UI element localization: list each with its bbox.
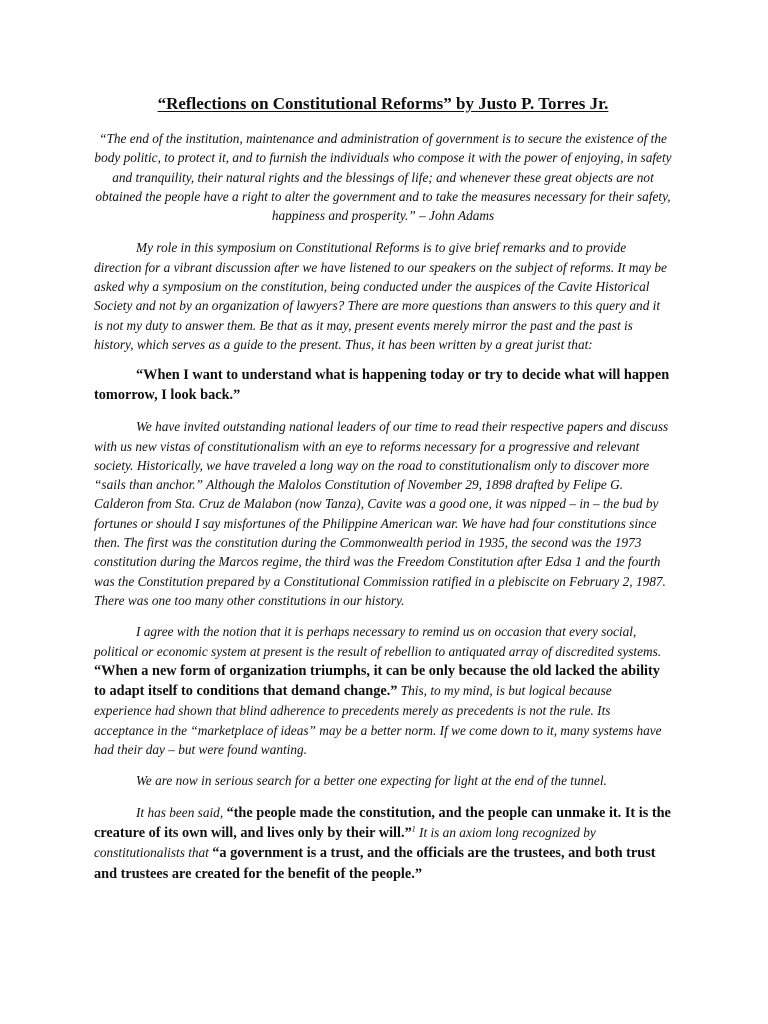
block-quote: “When I want to understand what is happening today or try to decide what will happen tomorrow, I look back.” [94, 367, 670, 403]
paragraph-3-intro: I agree with the notion that it is perhaps necessary to remind us on occasion that every social, political or economic system at present is the result of rebellion to antiquated array of discredited systems. [94, 624, 662, 659]
paragraph-5-quote-2: “a government is a trust, and the officials are the trustees, and both trust and trustees are created for the benefit of the people.” [94, 845, 656, 882]
document-title: “Reflections on Constitutional Reforms” by Justo P. Torres Jr. [157, 94, 609, 113]
paragraph-2: We have invited outstanding national leaders of our time to read their respective papers and discuss with us new vistas of constitutionalism with an eye to reforms necessary for a progressive and relevant society. Historically, we have traveled a long way on the road to constitutionalism only to discover more “sails than anchor.” Although the Malolos Constitution of November 29, 1898 drafted by Felipe G. Calderon from Sta. Cruz de Malabon (now Tanza), Cavite was a good one, it was nipped – in – the bud by fortunes or should I say misfortunes of the Philippine American war. We have had four constitutions since then. The first was the constitution during the Commonwealth period in 1935, the second was the 1973 constitution during the Marcos regime, the third was the Freedom Constitution after Edsa 1 and the fourth was the Constitution prepared by a Constitutional Commission ratified in a plebiscite on February 2, 1987. There was one too many other constitutions in our history. [94, 419, 669, 608]
paragraph-4: We are now in serious search for a better one expecting for light at the end of the tunnel. [136, 773, 607, 789]
paragraph-3-quote: “When a new form of organization triumphs, it can be only because the old lacked the ability to adapt itself to conditions that demand change.” [94, 662, 660, 700]
paragraph-5 [94, 803, 672, 884]
paragraph-5-intro: It has been said, [136, 804, 227, 820]
paragraph-5-quote-1: “the people made the constitution, and the people can unmake it. It is the creature of its own will, and lives only by their will.” [94, 804, 671, 841]
footnote-marker: 1 [411, 824, 416, 834]
paragraph-5-middle: It is an axiom long recognized by constitutionalists that [94, 824, 596, 861]
paragraph-1: My role in this symposium on Constitutional Reforms is to give brief remarks and to provide direction for a vibrant discussion after we have listened to our speakers on the subject of reforms. It may be asked why a symposium on the constitution, being conducted under the auspices of the Cavite Historical Society and not by an organization of lawyers? There are more questions than answers to this query and it is not my duty to answer them. Be that as it may, present events merely mirror the past and the past is history, which serves as a guide to the present. Thus, it has been written by a great jurist that: [94, 240, 667, 352]
paragraph-3-rest: This, to my mind, is but logical because experience had shown that blind adherence to precedents merely as precedents is not the rule. Its acceptance in the “marketplace of ideas” may be a better norm. If we come down to it, many systems have had their day – but were found wanting. [94, 683, 662, 758]
epigraph-quote: “The end of the institution, maintenance and administration of government is to secure the existence of the body politic, to protect it, and to furnish the individuals who compose it with the power of enjoying, in safety and tranquility, their natural rights and the blessings of life; and whenever these great objects are not obtained the people have a right to alter the government and to take the measures necessary for their safety, happiness and prosperity.” – John Adams [94, 131, 672, 224]
paragraph-3 [94, 622, 672, 759]
